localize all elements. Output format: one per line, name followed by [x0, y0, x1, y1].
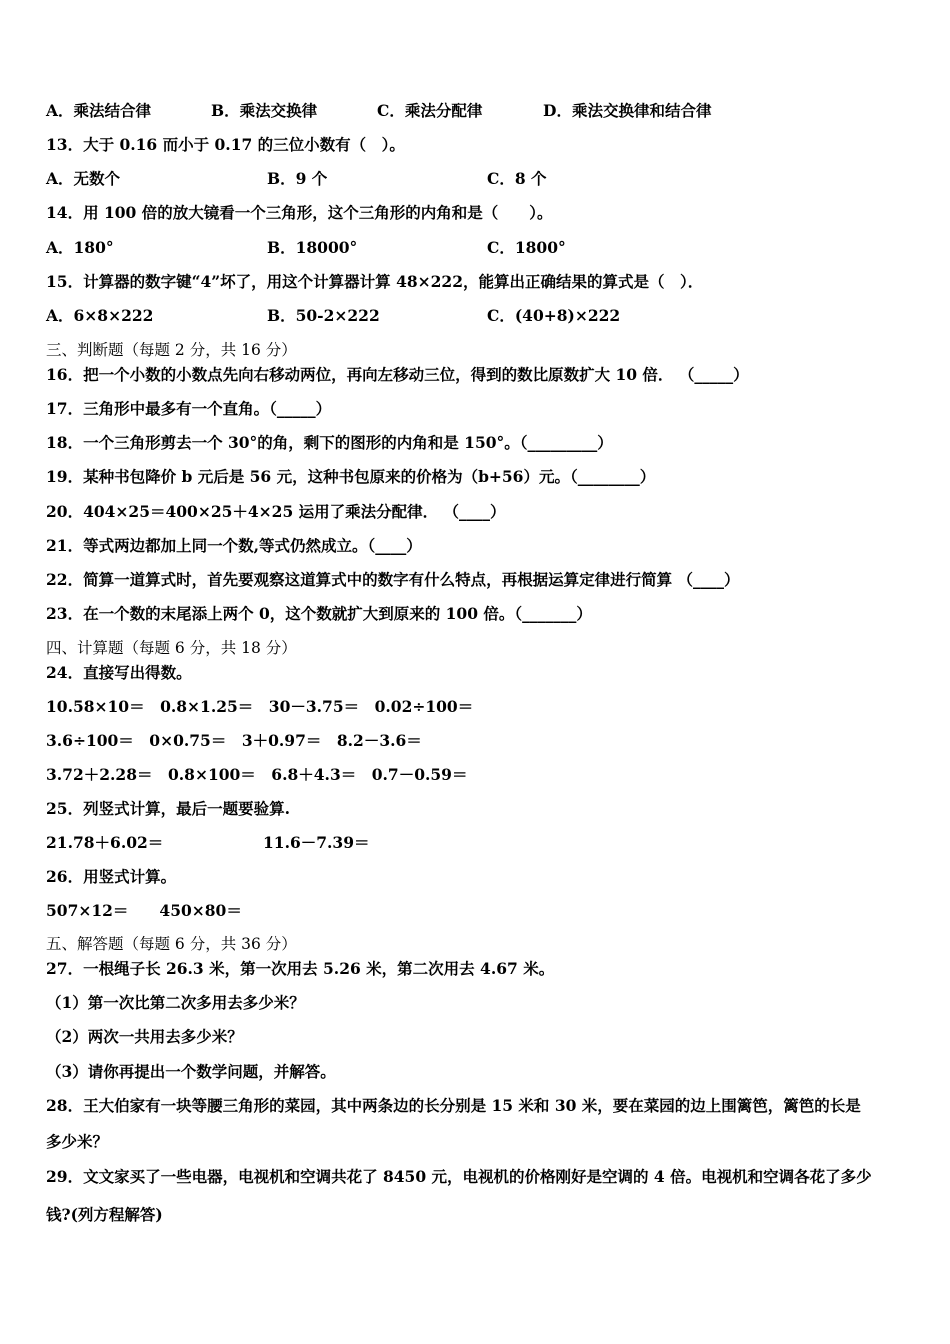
q24-row-3: 3.72＋2.28＝ 0.8×100＝ 6.8＋4.3＝ 0.7－0.59＝: [46, 765, 468, 784]
q14-option-a[interactable]: A．180°: [46, 238, 114, 257]
q29-line-2: 钱?(列方程解答): [46, 1205, 163, 1224]
q21-statement: 21．等式两边都加上同一个数,等式仍然成立。（____）: [46, 536, 422, 555]
q12-options: [46, 101, 926, 121]
q14-option-b[interactable]: B．18000°: [267, 238, 358, 257]
q22-statement: 22．简算一道算式时，首先要观察这道算式中的数字有什么特点，再根据运算定律进行简算 （____）: [46, 570, 740, 589]
q27-sub-3: （3）请你再提出一个数学问题，并解答。: [46, 1062, 336, 1081]
q15-option-b[interactable]: B．50-2×222: [267, 306, 380, 325]
q12-option-d[interactable]: D．乘法交换律和结合律: [543, 101, 712, 120]
q14-stem: 14．用 100 倍的放大镜看一个三角形，这个三角形的内角和是（ ）。: [46, 203, 553, 222]
q15-options: [46, 306, 926, 326]
q25-item-2: 11.6－7.39＝: [263, 833, 370, 852]
q25-item-1: 21.78＋6.02＝: [46, 833, 164, 852]
q13-option-a[interactable]: A．无数个: [46, 169, 121, 188]
section-5-title: 五、解答题（每题 6 分，共 36 分）: [46, 935, 297, 953]
q13-option-b[interactable]: B．9 个: [267, 169, 328, 188]
q13-stem: 13．大于 0.16 而小于 0.17 的三位小数有（ ）。: [46, 135, 405, 154]
q17-statement: 17．三角形中最多有一个直角。（_____）: [46, 399, 332, 418]
q20-statement: 20．404×25＝400×25＋4×25 运用了乘法分配律． （____）: [46, 502, 506, 521]
q15-option-c[interactable]: C．(40+8)×222: [487, 306, 621, 325]
q24-row-2: 3.6÷100＝ 0×0.75＝ 3＋0.97＝ 8.2－3.6＝: [46, 731, 422, 750]
q15-stem: 15．计算器的数字键“4”坏了，用这个计算器计算 48×222，能算出正确结果的算式是（ ）．: [46, 272, 704, 291]
section-3-title: 三、判断题（每题 2 分，共 16 分）: [46, 341, 297, 359]
q29-line-1: 29．文文家买了一些电器，电视机和空调共花了 8450 元，电视机的价格刚好是空调的 4 倍。电视机和空调各花了多少: [46, 1167, 872, 1186]
q23-statement: 23．在一个数的末尾添上两个 0，这个数就扩大到原来的 100 倍。（_______）: [46, 604, 592, 623]
q28-line-1: 28．王大伯家有一块等腰三角形的菜园，其中两条边的长分别是 15 米和 30 米，要在菜园的边上围篱笆，篱笆的长是: [46, 1096, 861, 1115]
q27-sub-2: （2）两次一共用去多少米？: [46, 1027, 243, 1046]
q24-stem: 24．直接写出得数。: [46, 663, 192, 682]
q25-items: [46, 833, 926, 853]
q24-row-1: 10.58×10＝ 0.8×1.25＝ 30－3.75＝ 0.02÷100＝: [46, 697, 474, 716]
q25-stem: 25．列竖式计算，最后一题要验算.: [46, 799, 290, 818]
q12-option-a[interactable]: A．乘法结合律: [46, 101, 152, 120]
q27-sub-1: （1）第一次比第二次多用去多少米？: [46, 993, 305, 1012]
q12-option-b[interactable]: B．乘法交换律: [211, 101, 318, 120]
q19-statement: 19．某种书包降价 b 元后是 56 元，这种书包原来的价格为（b+56）元。（________）: [46, 467, 656, 486]
q12-option-c[interactable]: C．乘法分配律: [377, 101, 483, 120]
q28-line-2: 多少米？: [46, 1132, 109, 1151]
q14-option-c[interactable]: C．1800°: [487, 238, 566, 257]
section-4-title: 四、计算题（每题 6 分，共 18 分）: [46, 639, 297, 657]
q26-stem: 26．用竖式计算。: [46, 867, 177, 886]
q16-statement: 16．把一个小数的小数点先向右移动两位，再向左移动三位，得到的数比原数扩大 10 倍． （_____）: [46, 365, 749, 384]
q14-options: [46, 238, 926, 258]
q27-stem: 27．一根绳子长 26.3 米，第一次用去 5.26 米，第二次用去 4.67 米。: [46, 959, 555, 978]
q26-row: 507×12＝ 450×80＝: [46, 901, 242, 920]
q18-statement: 18．一个三角形剪去一个 30°的角，剩下的图形的内角和是 150°。（_________）: [46, 433, 613, 452]
q13-option-c[interactable]: C．8 个: [487, 169, 547, 188]
q13-options: [46, 169, 926, 189]
q15-option-a[interactable]: A．6×8×222: [46, 306, 154, 325]
